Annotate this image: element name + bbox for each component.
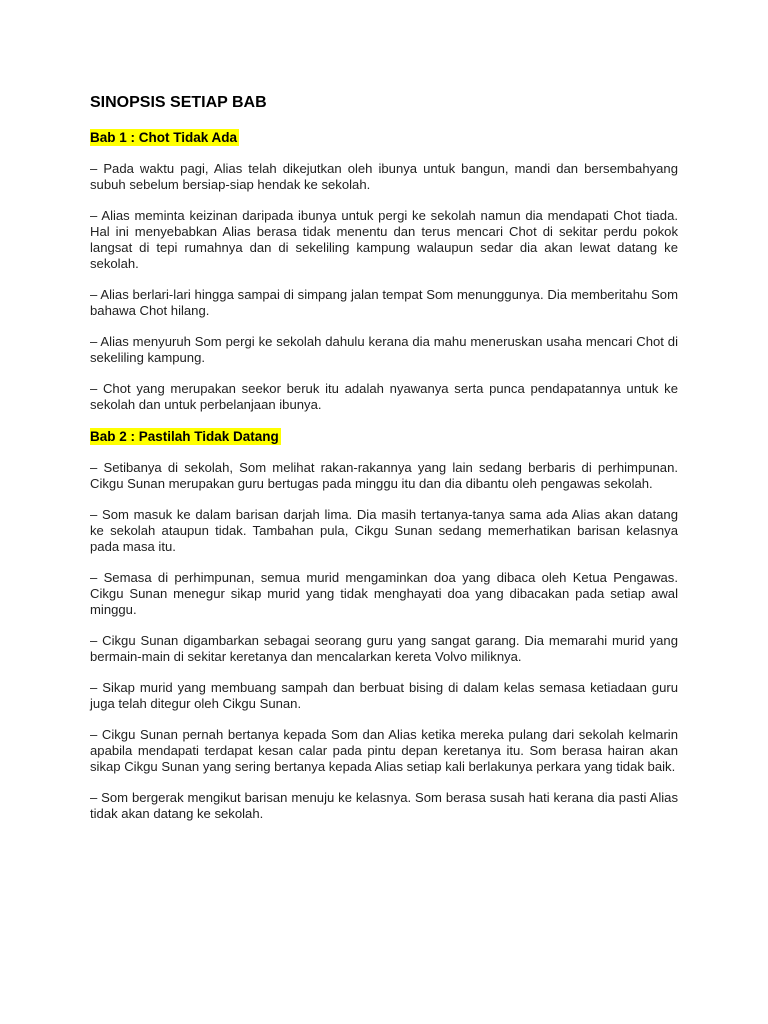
chapter-2-paragraph-6: – Cikgu Sunan pernah bertanya kepada Som dan Alias ketika mereka pulang dari sekolah kelmarin apabila mendapati terdapat kesan calar pada pintu depan keretanya itu. Som berasa hairan akan sikap Cikgu Sunan yang sering bertanya kepada Alias setiap kali berlakunya perkara yang tidak baik. — [90, 727, 678, 774]
chapter-2-paragraph-2: – Som masuk ke dalam barisan darjah lima. Dia masih tertanya-tanya sama ada Alias akan datang ke sekolah ataupun tidak. Tambahan pula, Cikgu Sunan sedang memerhatikan barisan kelasnya pada masa itu. — [90, 507, 678, 554]
chapter-2-paragraph-1: – Setibanya di sekolah, Som melihat rakan-rakannya yang lain sedang berbaris di perhimpunan. Cikgu Sunan merupakan guru bertugas pada minggu itu dan dia dibantu oleh pengawas sekolah. — [90, 460, 678, 491]
document-title: SINOPSIS SETIAP BAB — [90, 94, 267, 111]
document-page — [90, 93, 678, 837]
chapter-1 — [90, 129, 678, 413]
chapter-2-paragraph-5: – Sikap murid yang membuang sampah dan berbuat bising di dalam kelas semasa ketiadaan guru juga telah ditegur oleh Cikgu Sunan. — [90, 680, 678, 711]
chapter-2 — [90, 428, 678, 822]
chapter-1-heading: Bab 1 : Chot Tidak Ada — [90, 130, 238, 145]
chapter-1-paragraph-4: – Alias menyuruh Som pergi ke sekolah dahulu kerana dia mahu meneruskan usaha mencari Chot di sekeliling kampung. — [90, 334, 678, 365]
chapter-1-paragraph-1: – Pada waktu pagi, Alias telah dikejutkan oleh ibunya untuk bangun, mandi dan bersembahyang subuh sebelum bersiap-siap hendak ke sekolah. — [90, 161, 678, 192]
chapter-1-paragraph-5: – Chot yang merupakan seekor beruk itu adalah nyawanya serta punca pendapatannya untuk ke sekolah dan untuk perbelanjaan ibunya. — [90, 381, 678, 412]
chapter-1-paragraph-3: – Alias berlari-lari hingga sampai di simpang jalan tempat Som menunggunya. Dia memberitahu Som bahawa Chot hilang. — [90, 287, 678, 318]
chapter-2-paragraph-3: – Semasa di perhimpunan, semua murid mengaminkan doa yang dibaca oleh Ketua Pengawas. Cikgu Sunan menegur sikap murid yang tidak menghayati doa yang dibacakan pada setiap awal minggu. — [90, 570, 678, 617]
chapter-2-paragraph-7: – Som bergerak mengikut barisan menuju ke kelasnya. Som berasa susah hati kerana dia pasti Alias tidak akan datang ke sekolah. — [90, 790, 678, 821]
chapter-1-paragraph-2: – Alias meminta keizinan daripada ibunya untuk pergi ke sekolah namun dia mendapati Chot tiada. Hal ini menyebabkan Alias berasa tidak menentu dan terus mencari Chot di sekitar perdu pokok langsat di tepi rumahnya dan di sekeliling kampung walaupun sedar dia akan lewat datang ke sekolah. — [90, 208, 678, 271]
chapter-2-paragraph-4: – Cikgu Sunan digambarkan sebagai seorang guru yang sangat garang. Dia memarahi murid yang bermain-main di sekitar keretanya dan mencalarkan kereta Volvo miliknya. — [90, 633, 678, 664]
chapter-2-heading: Bab 2 : Pastilah Tidak Datang — [90, 429, 279, 444]
